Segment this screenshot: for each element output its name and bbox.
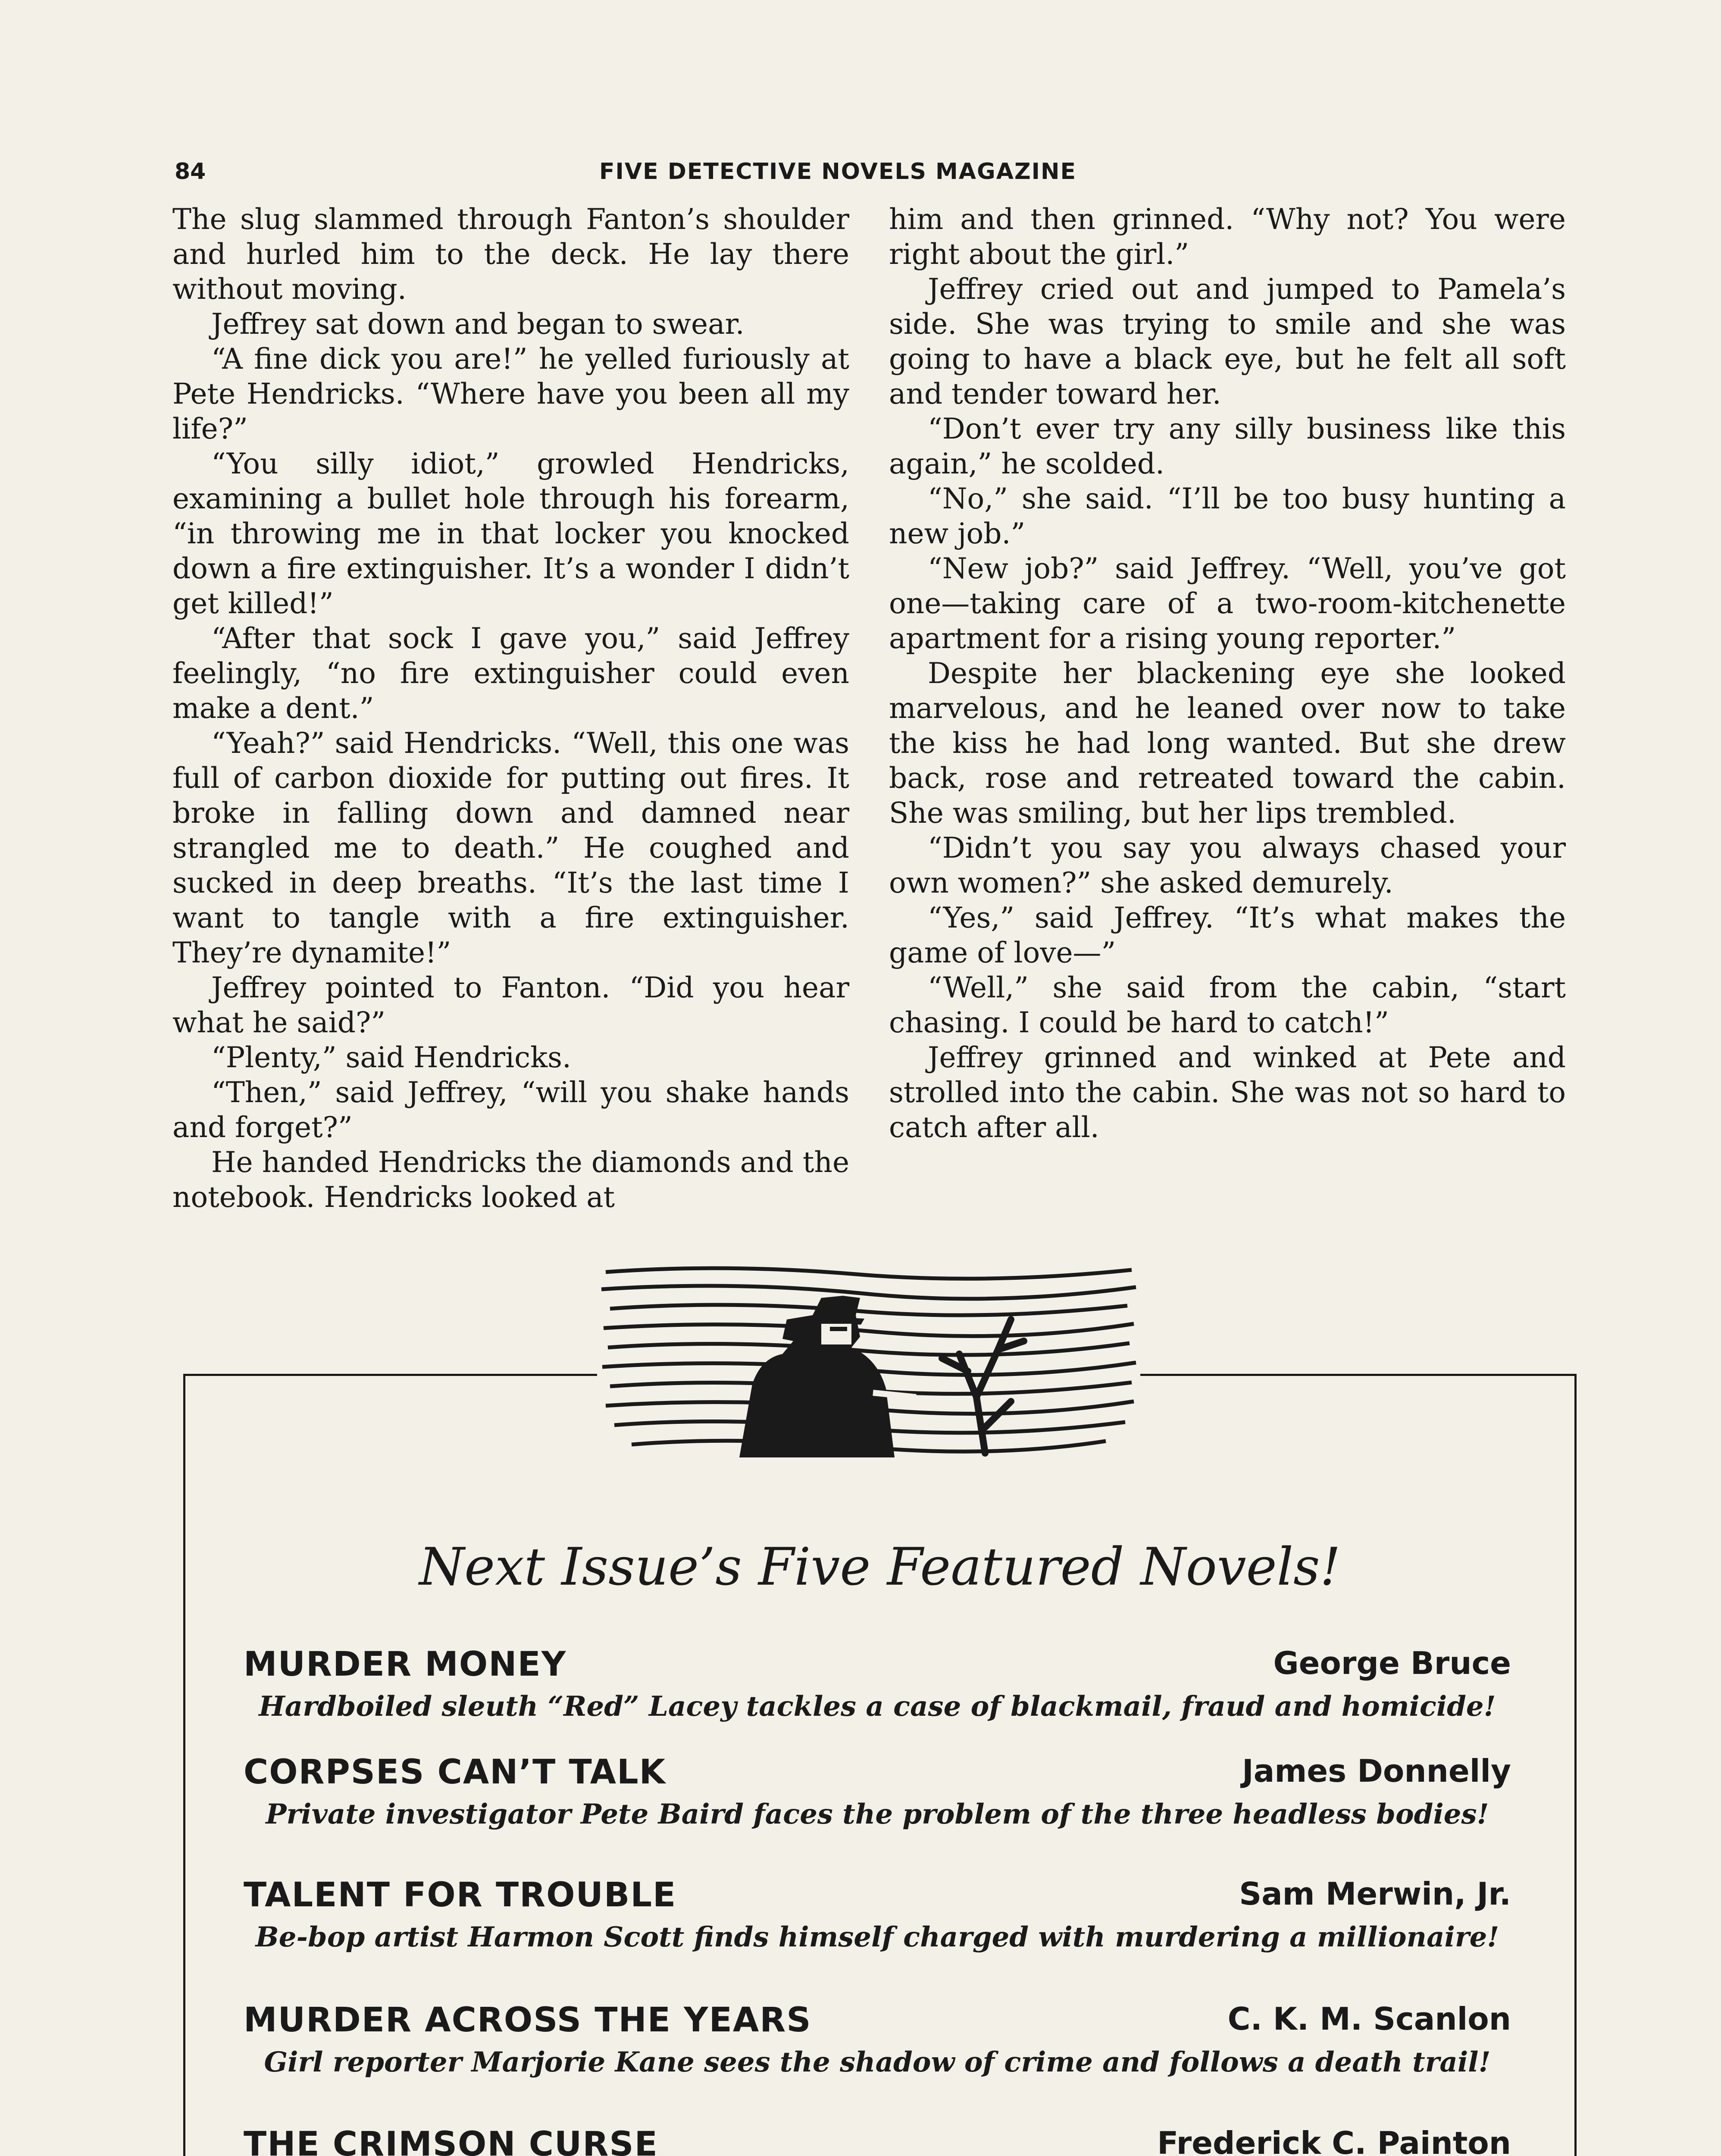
page-number: 84 — [175, 159, 206, 185]
ad-box-border-left — [183, 1375, 185, 2156]
ad-box-border-top-right — [1138, 1374, 1577, 1376]
story-paragraph: “Don’t ever try any silly business like this again,” he scolded. — [889, 412, 1566, 480]
novel-title: THE CRIMSON CURSE — [244, 2125, 658, 2156]
running-head: FIVE DETECTIVE NOVELS MAGAZINE — [599, 159, 1077, 185]
novel-blurb: Girl reporter Marjorie Kane sees the shadow of crime and follows a death trail! — [264, 2046, 1491, 2078]
story-paragraph: “Yeah?” said Hendricks. “Well, this one was full of carbon dioxide for putting out fires. It broke in falling down and damned near strangled me to death.” He coughed and sucked in deep breaths. “It’s the last time I want to tangle with a fire extinguisher. They’re dynamite!” — [172, 727, 849, 969]
novel-author: Frederick C. Painton — [1157, 2125, 1511, 2156]
novel-blurb: Private investigator Pete Baird faces the problem of the three headless bodies! — [266, 1798, 1489, 1830]
story-paragraph: “Then,” said Jeffrey, “will you shake hands and forget?” — [172, 1076, 849, 1144]
novel-author: George Bruce — [1273, 1645, 1511, 1681]
story-paragraph: “No,” she said. “I’ll be too busy hunting a new job.” — [889, 482, 1566, 550]
story-paragraph: “Didn’t you say you always chased your own women?” she asked demurely. — [889, 831, 1566, 899]
story-paragraph: “Plenty,” said Hendricks. — [211, 1041, 571, 1074]
story-paragraph: Jeffrey grinned and winked at Pete and strolled into the cabin. She was not so hard to catch after all. — [889, 1041, 1566, 1144]
detective-woodcut-icon — [597, 1255, 1140, 1457]
story-column-left — [172, 202, 849, 1215]
story-paragraph: “You silly idiot,” growled Hendricks, examining a bullet hole through his forearm, “in throwing me in that locker you knocked down a fire extinguisher. It’s a wonder I didn’t get killed!” — [172, 447, 849, 620]
story-paragraph: Jeffrey pointed to Fanton. “Did you hear what he said?” — [172, 971, 849, 1039]
novel-author: Sam Merwin, Jr. — [1239, 1876, 1511, 1912]
story-paragraph: Jeffrey cried out and jumped to Pamela’s side. She was trying to smile and she was going to have a black eye, but he felt all soft and tender toward her. — [889, 273, 1566, 411]
story-paragraph: him and then grinned. “Why not? You were right about the girl.” — [889, 203, 1566, 271]
story-paragraph: “After that sock I gave you,” said Jeffrey feelingly, “no fire extinguisher could even make a dent.” — [172, 622, 849, 725]
novel-blurb: Hardboiled sleuth “Red” Lacey tackles a case of blackmail, fraud and homicide! — [259, 1690, 1496, 1723]
story-paragraph: “Yes,” said Jeffrey. “It’s what makes the game of love—” — [889, 901, 1566, 969]
story-paragraph: He handed Hendricks the diamonds and the notebook. Hendricks looked at — [172, 1146, 849, 1214]
ad-box-border-right — [1574, 1375, 1577, 2156]
story-paragraph: Despite her blackening eye she looked marvelous, and he leaned over now to take the kiss he had long wanted. But she drew back, rose and retreated toward the cabin. She was smiling, but her lips trembled. — [889, 657, 1566, 830]
ad-banner-title: Next Issue’s Five Featured Novels! — [419, 1537, 1341, 1597]
story-paragraph: The slug slammed through Fanton’s shoulder and hurled him to the deck. He lay there without moving. — [172, 203, 849, 306]
novel-blurb: Be-bop artist Harmon Scott finds himself charged with murdering a millionaire! — [255, 1921, 1499, 1953]
novel-title: MURDER ACROSS THE YEARS — [244, 2001, 812, 2040]
story-column-right — [889, 202, 1566, 1145]
novel-author: C. K. M. Scanlon — [1227, 2001, 1511, 2037]
novel-title: CORPSES CAN’T TALK — [244, 1753, 666, 1792]
story-paragraph: Jeffrey sat down and began to swear. — [211, 307, 745, 341]
novel-author: James Donnelly — [1242, 1753, 1511, 1789]
novel-title: MURDER MONEY — [244, 1645, 567, 1684]
story-paragraph: “New job?” said Jeffrey. “Well, you’ve got one—taking care of a two-room-kitchenette apartment for a rising young reporter.” — [889, 552, 1566, 655]
ad-box-border-top-left — [183, 1374, 604, 1376]
story-paragraph: “Well,” she said from the cabin, “start chasing. I could be hard to catch!” — [889, 971, 1566, 1039]
story-paragraph: “A fine dick you are!” he yelled furiously at Pete Hendricks. “Where have you been all my life?” — [172, 342, 849, 445]
novel-title: TALENT FOR TROUBLE — [244, 1876, 677, 1915]
